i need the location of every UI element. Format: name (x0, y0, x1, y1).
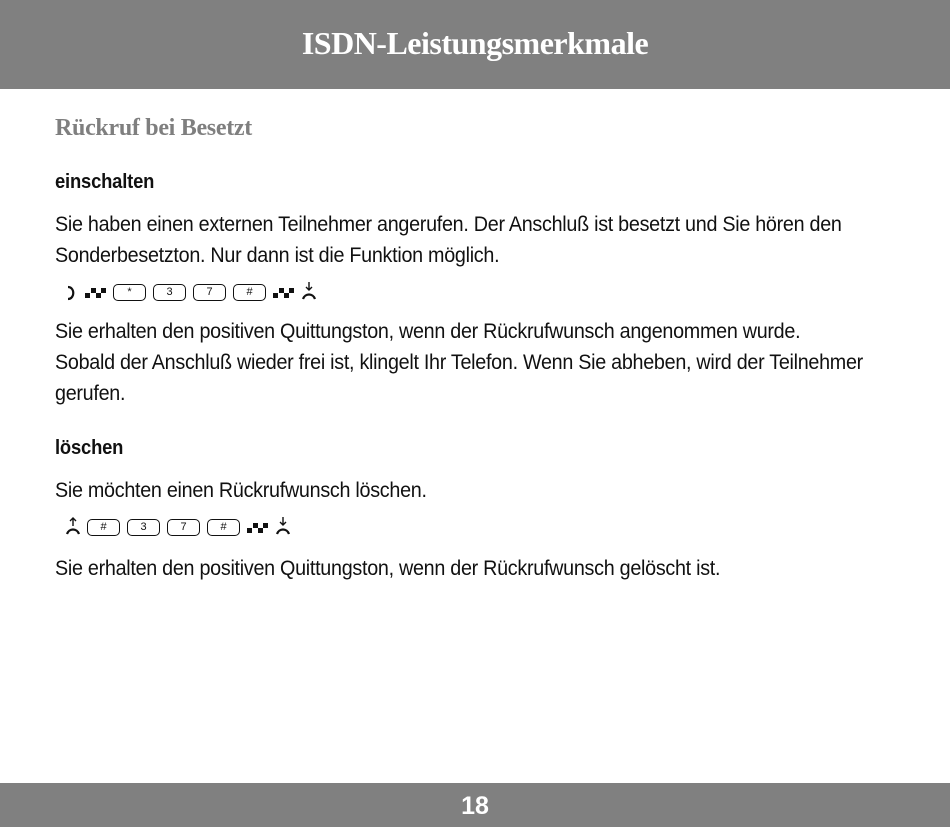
busy-tone-icon (85, 284, 107, 300)
key-hash: # (233, 284, 266, 301)
subheading-einschalten: einschalten (55, 171, 155, 193)
loeschen-result-text: Sie erhalten den positiven Quittungston, wenn der Rückrufwunsch gelöscht ist. (55, 557, 721, 580)
einschalten-intro (55, 209, 863, 271)
key-star: * (113, 284, 146, 301)
key-sequence-einschalten (62, 281, 320, 303)
page-title: ISDN-Leistungsmerkmale (301, 25, 649, 61)
subheading-loeschen: löschen (55, 437, 124, 459)
key-7: 7 (167, 519, 200, 536)
key-7: 7 (193, 284, 226, 301)
key-hash: # (207, 519, 240, 536)
confirmation-tone-icon (247, 519, 269, 535)
loeschen-intro (55, 475, 863, 506)
section-title: Rückruf bei Besetzt (55, 115, 252, 141)
key-hash: # (87, 519, 120, 536)
hang-up-icon (301, 282, 317, 302)
page-number: 18 (461, 792, 489, 820)
hang-up-icon (275, 517, 291, 537)
confirmation-tone-icon (273, 284, 295, 300)
einschalten-result (55, 316, 863, 409)
loeschen-result (55, 553, 863, 584)
einschalten-intro-text: Sie haben einen externen Teilnehmer angerufen. Der Anschluß ist besetzt und Sie hören den Sonderbesetzton. Nur dann ist die Funktion möglich. (55, 213, 842, 267)
key-3: 3 (153, 284, 186, 301)
einschalten-result-text: Sie erhalten den positiven Quittungston, wenn der Rückrufwunsch angenommen wurde. Sobald der Anschluß wieder frei ist, klingelt Ihr Telefon. Wenn Sie abheben, wird der Teilnehmer gerufen. (55, 320, 863, 405)
pick-up-icon (65, 517, 81, 537)
key-3: 3 (127, 519, 160, 536)
handset-busy-icon (65, 283, 79, 301)
loeschen-intro-text: Sie möchten einen Rückrufwunsch löschen. (55, 479, 427, 502)
key-sequence-loeschen (62, 516, 294, 538)
